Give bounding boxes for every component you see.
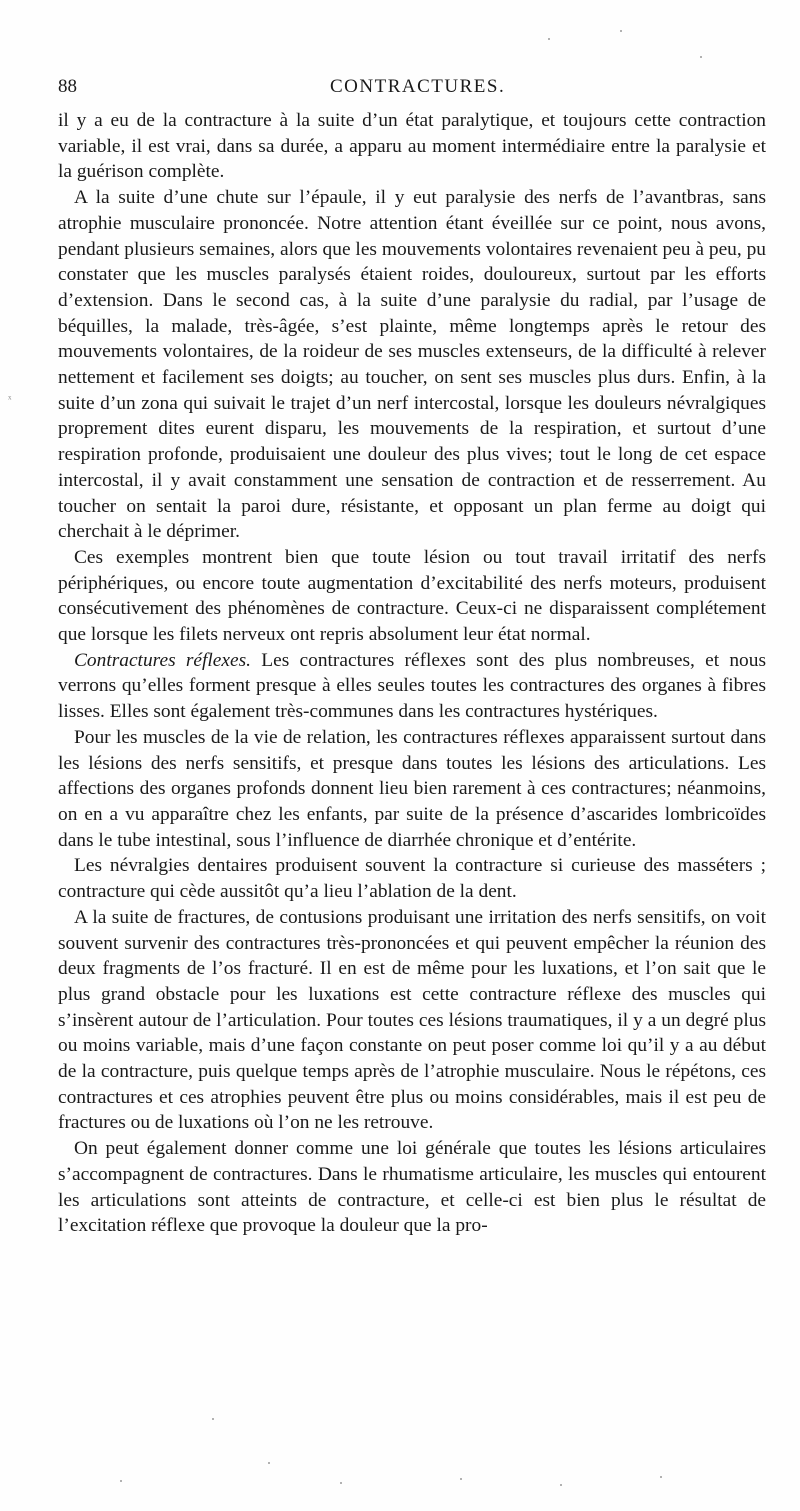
scan-speck bbox=[120, 1480, 122, 1482]
section-run-in-heading: Contractures réflexes. bbox=[74, 649, 252, 671]
scan-speck bbox=[660, 1476, 662, 1478]
paragraph-reflex-body: Les contractures réflexes sont des plus nombreuses, et nous verrons qu’elles forment presque à elles seules toutes les contractures des organes à fibres lisses. Elles sont également très-communes dans les contractures hystériques. bbox=[58, 649, 766, 723]
scan-speck bbox=[268, 1462, 270, 1464]
body-text bbox=[58, 108, 766, 1239]
paragraph-articular-lesions: On peut également donner comme une loi générale que toutes les lésions articulaires s’accompagnent de contractures. Dans le rhumatisme articulaire, les muscles qui entourent les articulations sont atteints de contracture, et celle-ci est bien plus le résultat de l’excitation réflexe que provoque la douleur que la pro- bbox=[58, 1138, 766, 1237]
scan-speck bbox=[560, 1484, 562, 1486]
paragraph-shoulder-case: A la suite d’une chute sur l’épaule, il y eut paralysie des nerfs de l’avantbras, sans atrophie musculaire prononcée. Notre attention étant éveillée sur ce point, nous avons, pendant plusieurs semaines, alors que les mouvements volontaires revenaient peu à peu, pu constater que les muscles paralysés étaient roides, douloureux, surtout par les efforts d’extension. Dans le second cas, à la suite d’une paralysie du radial, par l’usage de béquilles, la malade, très-âgée, s’est plainte, même longtemps après le retour des mouvements volontaires, de la roideur de ses muscles extenseurs, de la difficulté à relever nettement et facilement ses doigts; au toucher, on sent ses muscles plus durs. Enfin, à la suite d’un zona qui suivait le trajet d’un nerf intercostal, lorsque les douleurs névralgiques proprement dites eurent disparu, les mouvements de la respiration, et surtout d’une respiration profonde, produisaient une douleur des plus vives; tout le long de cet espace intercostal, il y avait constamment une sensation de contraction et de resserrement. Au toucher on sentait la paroi dure, résistante, et opposant un plan ferme au doigt qui cherchait à le déprimer. bbox=[58, 187, 766, 543]
page-number: 88 bbox=[58, 76, 77, 97]
paragraph-continuation: il y a eu de la contracture à la suite d’un état paralytique, et toujours cette contraction variable, il est vrai, dans sa durée, a apparu au moment intermédiaire entre la paralysie et la guérison complète. bbox=[58, 110, 766, 183]
scan-speck bbox=[460, 1478, 462, 1480]
paragraph-fractures: A la suite de fractures, de contusions produisant une irritation des nerfs sensitifs, on voit souvent survenir des contractures très-prononcées et qui peuvent empêcher la réunion des deux fragments de l’os fracturé. Il en est de même pour les luxations, et l’on sait que le plus grand obstacle pour les luxations est cette contracture réflexe des muscles qui s’insèrent autour de l’articulation. Pour toutes ces lésions traumatiques, il y a un degré plus ou moins variable, mais d’une façon constante on peut poser comme loi qu’il y a au début de la contracture, puis quelque temps après de l’atrophie musculaire. Nous le répétons, ces contractures et ces atrophies peuvent être plus ou moins considérables, mais il est peu de fractures ou de luxations où l’on ne les retrouve. bbox=[58, 906, 766, 1134]
scan-speck bbox=[548, 38, 550, 40]
paragraph-dental-neuralgia: Les névralgies dentaires produisent souvent la contracture si curieuse des masséters ; contracture qui cède aussitôt qu’a lieu l’ablation de la dent. bbox=[58, 855, 766, 903]
paragraph-examples: Ces exemples montrent bien que toute lésion ou tout travail irritatif des nerfs périphériques, ou encore toute augmentation d’excitabilité des nerfs moteurs, produisent consécutivement des phénomènes de contracture. Ceux-ci ne disparaissent complétement que lorsque les filets nerveux ont repris absolument leur état normal. bbox=[58, 546, 766, 646]
scan-speck bbox=[212, 1418, 214, 1420]
scan-speck bbox=[700, 56, 702, 58]
paragraph-reflex-contractures bbox=[58, 648, 766, 725]
scan-speck bbox=[340, 1482, 342, 1484]
scan-speck bbox=[620, 30, 622, 32]
running-title: CONTRACTURES. bbox=[330, 76, 506, 97]
paragraph-muscles-relation: Pour les muscles de la vie de relation, les contractures réflexes apparaissent surtout dans les lésions des nerfs sensitifs, et presque dans toutes les lésions des articulations. Les affections des organes profonds donnent lieu bien rarement à ces contractures; néanmoins, on en a vu apparaître chez les enfants, par suite de la présence d’ascarides lombricoïdes dans le tube intestinal, sous l’influence de diarrhée chronique et d’entérite. bbox=[58, 726, 766, 851]
margin-speck: ˣ bbox=[8, 392, 12, 406]
page-header bbox=[58, 72, 768, 104]
